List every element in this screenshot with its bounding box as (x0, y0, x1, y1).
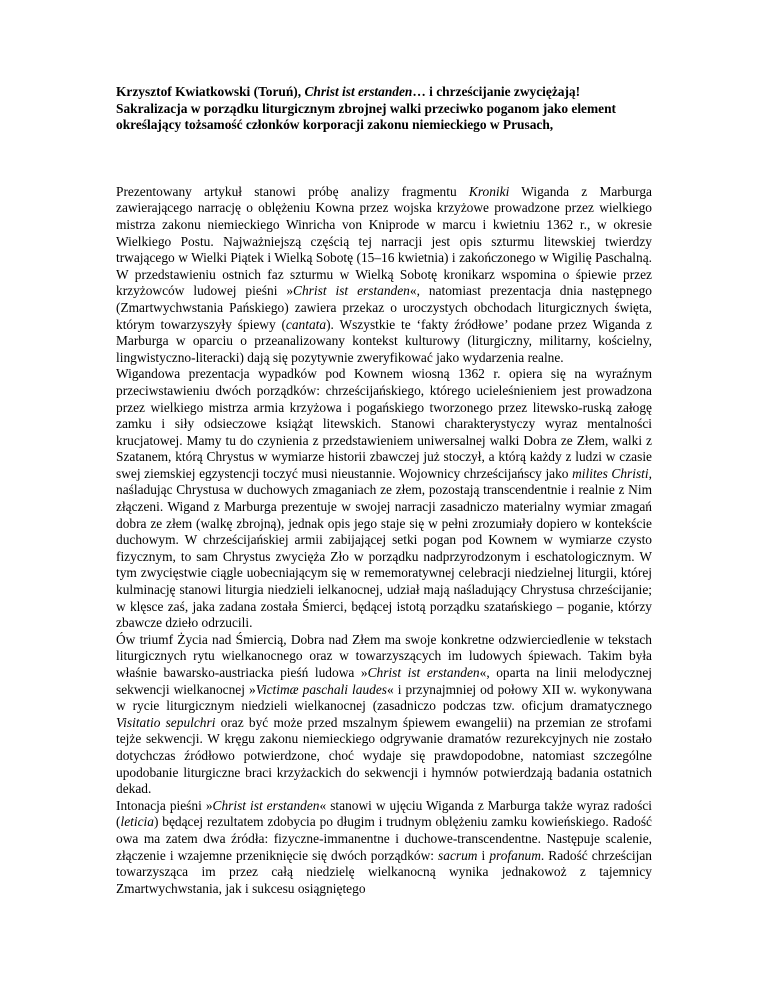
paragraph-2-text: , naśladując Chrystusa w duchowych zmaganiach ze złem, pozostają transcendentnie i realnie z Nim złączeni. Wigand z Marburga prezentuje w swojej narracji zasadniczo materialny wymiar zmagań dobra ze złem (walkę zbrojną), jednak opis jego staje się w pełni zrozumiały dopiero w kontekście duchowym. W chrześcijańskiej armii zabijającej setki pogan pod Kownem w wymiarze czysto fizycznym, to sam Chrystus zwycięża Zło w porządku nadprzyrodzonym i eschatologicznym. W tym zwycięstwie ciągle uobecniającym się w rememoratywnej celebracji niedzielnej liturgii, której kulminację stanowi liturgia niedzieli ielkanocnej, udział mają naśladujący Chrystusa chrześcijanie; w klęsce zaś, jaka zadana została Śmierci, będącej istotą porządku szatańskiego – poganie, którzy zbawcze dzieło odrzucili. (116, 465, 652, 631)
document-title (116, 84, 652, 134)
paragraph-4 (116, 798, 652, 898)
paragraph-3-italic: Victimæ paschali laudes (255, 681, 387, 697)
paragraph-1-italic: cantata (285, 316, 327, 332)
paragraph-4-text: ) będącej rezultatem zdobycia po długim i trudnym oblężeniu zamku kowieńskiego. Radość owa ma zatem dwa źródła: fizyczne-immanentne i duchowe-transcendentne. Następuje scalenie, złączenie i wzajemne przeniknięcie się dwóch porządków: (116, 814, 652, 863)
paragraph-2 (116, 366, 652, 632)
title-rest: i chrześcijanie zwyciężają! Sakralizacja w porządku liturgicznym zbrojnej walki przeciwko poganom jako element określający tożsamość członków korporacji zakonu niemieckiego w Prusach, (116, 84, 617, 133)
paragraph-4-text: « stanowi w ujęciu Wiganda z Marburga także wyraz radości ( (116, 797, 652, 830)
paragraph-4-italic: sacrum (438, 847, 478, 863)
paragraph-3-italic: Christ ist erstanden (367, 665, 480, 680)
title-author: Krzysztof Kwiatkowski (Toruń), (116, 84, 305, 99)
paragraph-4-text: i (477, 847, 490, 863)
title-spacer (116, 134, 652, 184)
title-work: Christ ist erstanden (304, 84, 413, 99)
document-page (116, 84, 652, 897)
paragraph-3 (116, 632, 652, 798)
paragraph-1-text: Wiganda z Marburga zawierającego narrację o oblężeniu Kowna przez wojska krzyżowe prowadzone przez wielkiego mistrza zakonu niemieckiego Winricha von Kniprode w marcu i kwietniu 1362 r., w okresie Wielkiego Postu. Najważniejszą częścią tej narracji jest opis szturmu litewskiej twierdzy trwającego w Wielki Piątek i Wielką Sobotę (15–16 kwietnia) i zakończonego w Wigilię Paschalną. W przedstawieniu ostnich faz szturmu w Wielką Sobotę kronikarz wspomina o śpiewie przez krzyżowców ludowej pieśni » (116, 183, 652, 299)
paragraph-3-text: Ów triumf Życia nad Śmiercią, Dobra nad Złem ma swoje konkretne odzwierciedlenie w tekstach liturgicznych rytu wielkanocnego oraz w towarzyszących im ludowych śpiewach. Takim była właśnie bawarsko-austriacka pieśń ludowa » (116, 631, 652, 680)
paragraph-2-text: Wigandowa prezentacja wypadków pod Kownem wiosną 1362 r. opiera się na wyraźnym przeciwstawieniu dwóch porządków: chrześcijańskiego, którego ucieleśnieniem jest prowadzona przez wielkiego mistrza armia krzyżowa i pogańskiego tworzonego przez litewsko-ruską załogę zamku i siły odsieczowe książąt litewskich. Stanowi charakterystyczy wyraz mentalności krucjatowej. Mamy tu do czynienia z przedstawieniem uniwersalnej walki Dobra ze Złem, walki z Szatanem, którą Chrystus w wymiarze historii zbawczej już stoczył, a którą każdy z ludzi w czasie swej ziemskiej egzystencji toczyć musi nieustannie. Wojownicy chrześcijańscy jako (116, 366, 652, 481)
paragraph-3-text: oraz być może przed mszalnym śpiewem ewangelii) na przemian ze strofami tejże sekwencji. W kręgu zakonu niemieckiego odgrywanie dramatów rezurekcyjnych nie zostało dotychczas źródłowo potwierdzone, choć wydaje się prawdopodobne, natomiast szczególne upodobanie liturgiczne braci krzyżackich do sekwencji i hymnów potwierdzają badania ostatnich dekad. (116, 714, 652, 797)
paragraph-4-text: Intonacja pieśni » (116, 797, 213, 813)
paragraph-1-text: «, natomiast prezentacja dnia następnego (Zmartwychwstania Pańskiego) zawiera przekaz o uroczystych obchodach liturgicznych święta, którym towarzyszyły śpiewy ( (116, 283, 652, 332)
paragraph-3-text: «, oparta na linii melodycznej sekwencji wielkanocnej » (116, 665, 652, 697)
paragraph-4-italic: leticia (120, 814, 154, 830)
paragraph-4-italic: profanum (489, 847, 541, 863)
paragraph-3-italic: Visitatio sepulchri (116, 714, 216, 730)
paragraph-1-text: Prezentowany artykuł stanowi próbę analizy fragmentu (116, 183, 469, 199)
paragraph-2-italic: milites Christi (572, 465, 649, 481)
paragraph-1-italic: Kroniki (468, 183, 510, 199)
paragraph-4-italic: Christ ist erstanden (212, 797, 320, 813)
paragraph-4-text: . Radość chrześcijan towarzysząca im przez całą niedzielę wielkanocną wynika jednakowoż z tajemnicy Zmartwychwstania, jak i sukcesu osiągniętego (116, 847, 652, 896)
paragraph-1-italic: Christ ist erstanden (293, 283, 410, 299)
title-ellipsis: … (412, 84, 430, 99)
paragraph-3-text: « i przynajmniej od połowy XII w. wykonywana w rycie liturgicznym niedzieli wielkanocnej (zasadniczo podczas tzw. oficjum dramatycznego (116, 681, 652, 714)
paragraph-1 (116, 184, 652, 367)
paragraph-1-text: ). Wszystkie te ‘fakty źródłowe’ podane przez Wiganda z Marburga w oparciu o przeanalizowany kontekst kulturowy (liturgiczny, militarny, kościelny, lingwistyczno-literacki) dają się pozytywnie zweryfikować jako wydarzenia realne. (116, 316, 652, 365)
